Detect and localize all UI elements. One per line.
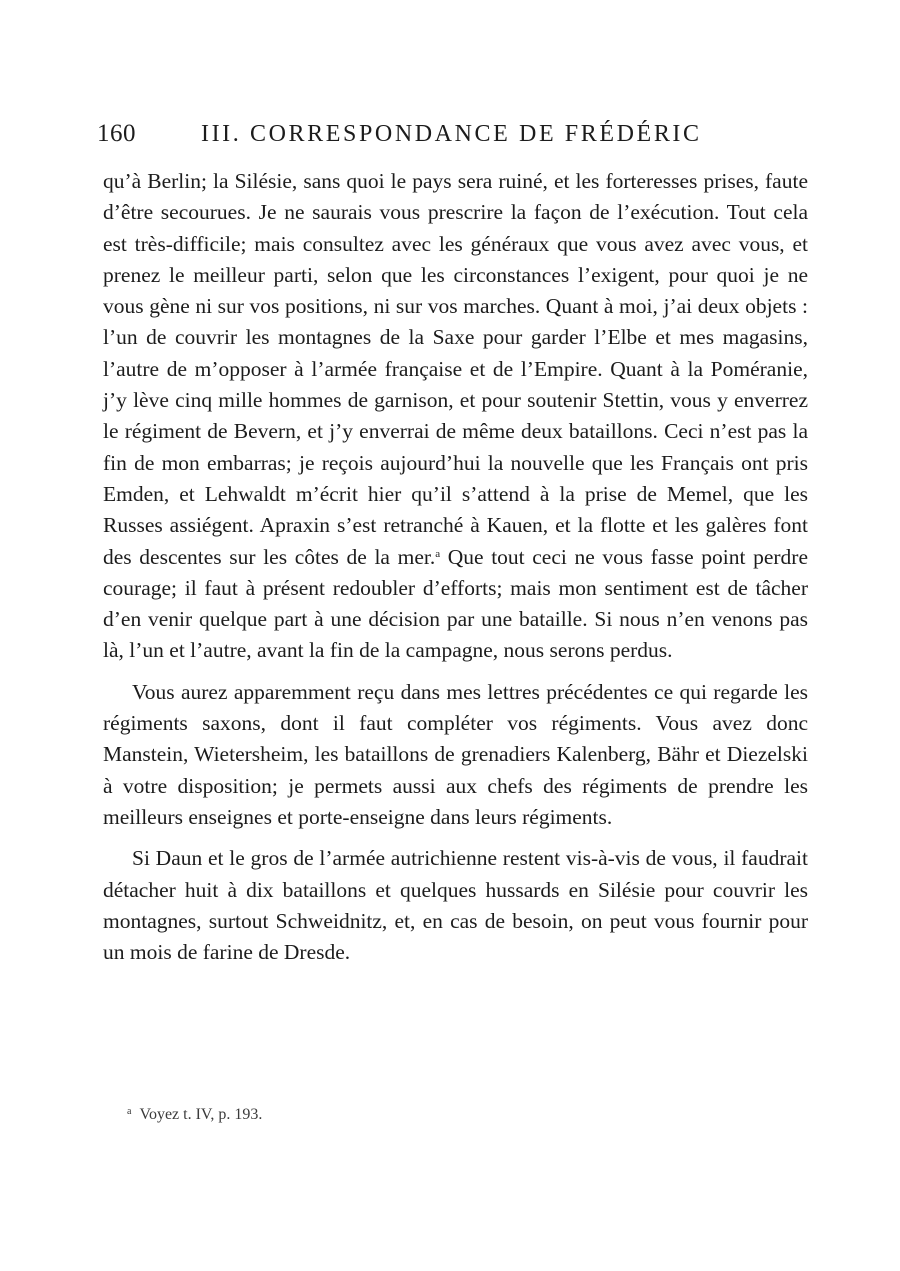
footnote: [127, 1106, 262, 1124]
page-number: 160: [97, 120, 136, 147]
running-title: III. CORRESPONDANCE DE FRÉDÉRIC: [201, 121, 702, 147]
paragraph: Si Daun et le gros de l’armée autrichienne restent vis-à-vis de vous, il faudrait détacher huit à dix bataillons et quelques hussards en Silésie pour couvrir les montagnes, surtout Schweidnitz, et, en cas de besoin, on peut vous fournir pour un mois de farine de Dresde.: [103, 846, 808, 965]
paragraph-text: qu’à Berlin; la Silésie, sans quoi le pays sera ruiné, et les forteresses prises, faute d’être secourues. Je ne saurais vous prescrire la façon de l’exécution. Tout cela est très-difficile; mais consultez avec les généraux que vous avez avec vous, et prenez le meilleur parti, selon que les circonstances l’exigent, pour quoi je ne vous gène ni sur vos positions, ni sur vos marches. Quant à moi, j’ai deux objets : l’un de couvrir les montagnes de la Saxe pour garder l’Elbe et mes magasins, l’autre de m’opposer à l’armée française et de l’Empire. Quant à la Poméranie, j’y lève cinq mille hommes de garnison, et pour soutenir Stettin, vous y enverrez le régiment de Bevern, et j’y enverrai de même deux bataillons. Ceci n’est pas la fin de mon embarras; je reçois aujourd’hui la nouvelle que les Français ont pris Emden, et Lehwaldt m’écrit hier qu’il s’attend à la prise de Memel, que les Russes assiégent. Apraxin s’est retranché à Kauen, et la flotte et les galères font des descentes sur les côtes de la mer.: [103, 169, 808, 569]
paragraph: Vous aurez apparemment reçu dans mes lettres précédentes ce qui regarde les régiments saxons, dont il faut compléter vos régiments. Vous avez donc Manstein, Wietersheim, les bataillons de grenadiers Kalenberg, Bähr et Diezelski à votre disposition; je permets aussi aux chefs des régiments de prendre les meilleurs enseignes et porte-enseigne dans leurs régiments.: [103, 679, 808, 829]
paragraph-text: Que tout ceci ne vous fasse point perdre courage; il faut à présent redoubler d’efforts; mais mon sentiment est de tâcher d’en venir quelque part à une décision par une bataille. Si nous n’en venons pas là, l’un et l’autre, avant la fin de la campagne, nous serons perdus.: [103, 544, 809, 663]
footnote-marker: a: [127, 1106, 132, 1117]
body-text: [103, 166, 808, 978]
footnote-text: Voyez t. IV, p. 193.: [139, 1106, 263, 1123]
paragraph: [103, 166, 808, 667]
running-head: [97, 120, 817, 154]
footnote-reference[interactable]: a: [435, 547, 441, 560]
